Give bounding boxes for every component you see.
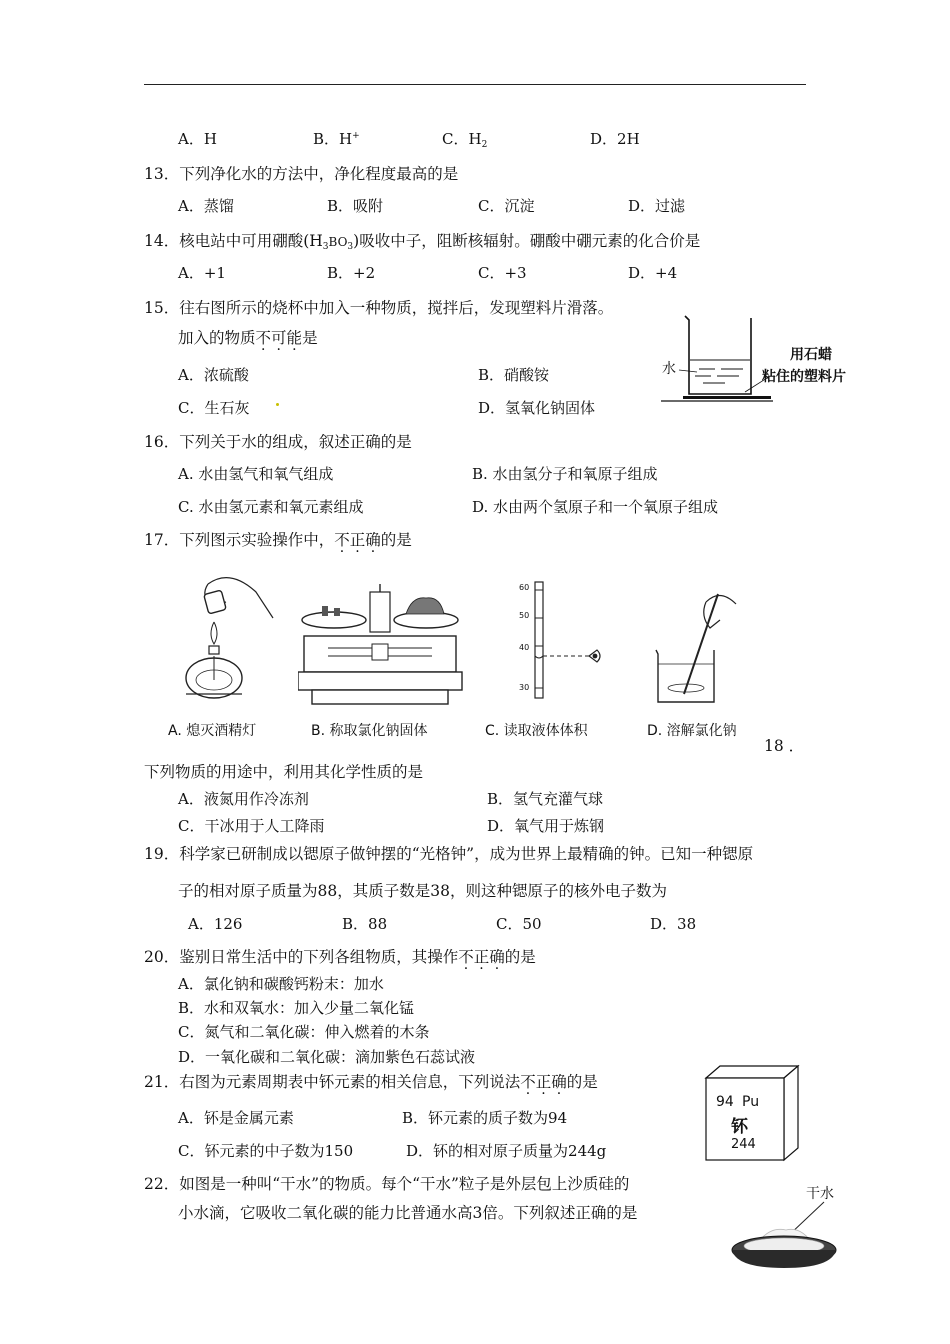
q18-stem: 下列物质的用途中，利用其化学性质的是 — [144, 763, 424, 781]
q16-option-c: C. 水由氢元素和氧元素组成 — [178, 498, 364, 516]
q12-option-d: D．2H — [590, 130, 640, 148]
tick-50: 50 — [519, 611, 530, 620]
q22-stem-line2: 小水滴，它吸收二氧化碳的能力比普通水高3倍。下列叙述正确的是 — [178, 1204, 638, 1222]
q22-stem-line1: 22．如图是一种叫“干水”的物质。每个“干水”粒子是外层包上沙质硅的 — [144, 1175, 630, 1193]
beaker-label-line2: 粘住的塑料片 — [762, 369, 846, 385]
q19-stem-line2: 子的相对原子质量为88，其质子数是38，则这种锶原子的核外电子数为 — [178, 882, 667, 900]
q21-stem: 21．右图为元素周期表中钚元素的相关信息，下列说法不正确的是 — [144, 1073, 598, 1091]
q13-stem: 13．下列净化水的方法中，净化程度最高的是 — [144, 165, 459, 183]
q15-option-d: D．氢氧化钠固体 — [478, 399, 596, 417]
q18-option-d: D．氧气用于炼钢 — [487, 817, 605, 835]
tick-60: 60 — [519, 583, 530, 592]
alcohol-lamp-figure — [178, 572, 278, 712]
q19-option-c: C．50 — [496, 915, 542, 933]
beaker-water-label: 水 — [662, 361, 676, 377]
q12-option-b: B．H+ — [313, 130, 360, 148]
tick-40: 40 — [519, 643, 530, 652]
element-name: 钚 — [731, 1117, 748, 1137]
q21-option-c: C．钚元素的中子数为150 — [178, 1142, 354, 1160]
q12-option-a: A．H — [178, 130, 217, 148]
element-mass: 244 — [731, 1137, 756, 1152]
q21-option-d: D．钚的相对原子质量为244g — [406, 1142, 607, 1160]
q20-stem: 20．鉴别日常生活中的下列各组物质，其操作不正确的是 — [144, 948, 536, 966]
q21-option-b: B．钚元素的质子数为94 — [402, 1109, 568, 1127]
q13-option-d: D．过滤 — [628, 197, 686, 215]
q16-stem: 16．下列关于水的组成，叙述正确的是 — [144, 433, 412, 451]
q20-option-b: B．水和双氧水：加入少量二氧化锰 — [178, 999, 415, 1017]
q16-option-d: D. 水由两个氢原子和一个氧原子组成 — [472, 498, 719, 516]
q19-stem-line1: 19．科学家已研制成以锶原子做钟摆的“光格钟”，成为世界上最精确的钟。已知一种锶原 — [144, 845, 754, 863]
q12-option-c: C．$H_2$ — [442, 130, 488, 150]
q13-option-b: B．吸附 — [327, 197, 384, 215]
q16-option-a: A. 水由氢气和氧气组成 — [178, 465, 334, 483]
q20-option-c: C．氮气和二氧化碳：伸入燃着的木条 — [178, 1023, 430, 1041]
q17-stem: 17．下列图示实验操作中，不正确的是 — [144, 531, 412, 549]
element-atomic-number: 94 — [716, 1094, 734, 1110]
q14-option-d: D．+4 — [628, 264, 678, 282]
q14-stem: 14．核电站中可用硼酸(H3BO3)吸收中子，阻断核辐射。硼酸中硼元素的化合价是 — [144, 232, 701, 252]
header-rule — [144, 84, 806, 85]
tick-30: 30 — [519, 683, 530, 692]
fig-caption-b: B. 称取氯化钠固体 — [311, 723, 428, 739]
q14-option-a: A．+1 — [178, 264, 226, 282]
q15-stem-line1: 15．往右图所示的烧杯中加入一种物质，搅拌后，发现塑料片滑落。 — [144, 299, 614, 317]
q14-option-c: C．+3 — [478, 264, 527, 282]
fig-caption-a: A. 熄灭酒精灯 — [168, 723, 257, 739]
q19-option-a: A．126 — [188, 915, 243, 933]
balance-figure — [298, 584, 463, 712]
q13-option-a: A．蒸馏 — [178, 197, 234, 215]
stirring-figure — [648, 590, 748, 712]
q15-option-a: A．浓硫酸 — [178, 366, 249, 384]
q18-option-b: B．氢气充灌气球 — [487, 790, 604, 808]
q20-option-d: D．一氧化碳和二氧化碳：滴加紫色石蕊试液 — [178, 1048, 476, 1066]
dry-water-figure — [728, 1196, 840, 1282]
q21-option-a: A．钚是金属元素 — [178, 1109, 294, 1127]
stray-mark — [276, 403, 279, 406]
dry-water-label: 干水 — [806, 1186, 834, 1202]
q20-option-a: A．氯化钠和碳酸钙粉末：加水 — [178, 975, 384, 993]
q19-option-d: D．38 — [650, 915, 697, 933]
q14-option-b: B．+2 — [327, 264, 376, 282]
q15-option-c: C．生石灰 — [178, 399, 250, 417]
q16-option-b: B. 水由氢分子和氧原子组成 — [472, 465, 658, 483]
fig-caption-d: D. 溶解氯化钠 — [647, 723, 737, 739]
q18-option-c: C．干冰用于人工降雨 — [178, 817, 325, 835]
element-symbol: Pu — [742, 1094, 760, 1110]
beaker-label-line1: 用石蜡 — [790, 347, 832, 363]
q18-option-a: A．液氮用作冷冻剂 — [178, 790, 309, 808]
q15-option-b: B．硝酸铵 — [478, 366, 550, 384]
q15-stem-line2: 加入的物质不可能是 — [178, 329, 318, 347]
q19-option-b: B．88 — [342, 915, 388, 933]
fig-caption-c: C. 读取液体体积 — [485, 723, 588, 739]
q13-option-c: C．沉淀 — [478, 197, 535, 215]
q18-number: 18 ． — [764, 737, 805, 755]
